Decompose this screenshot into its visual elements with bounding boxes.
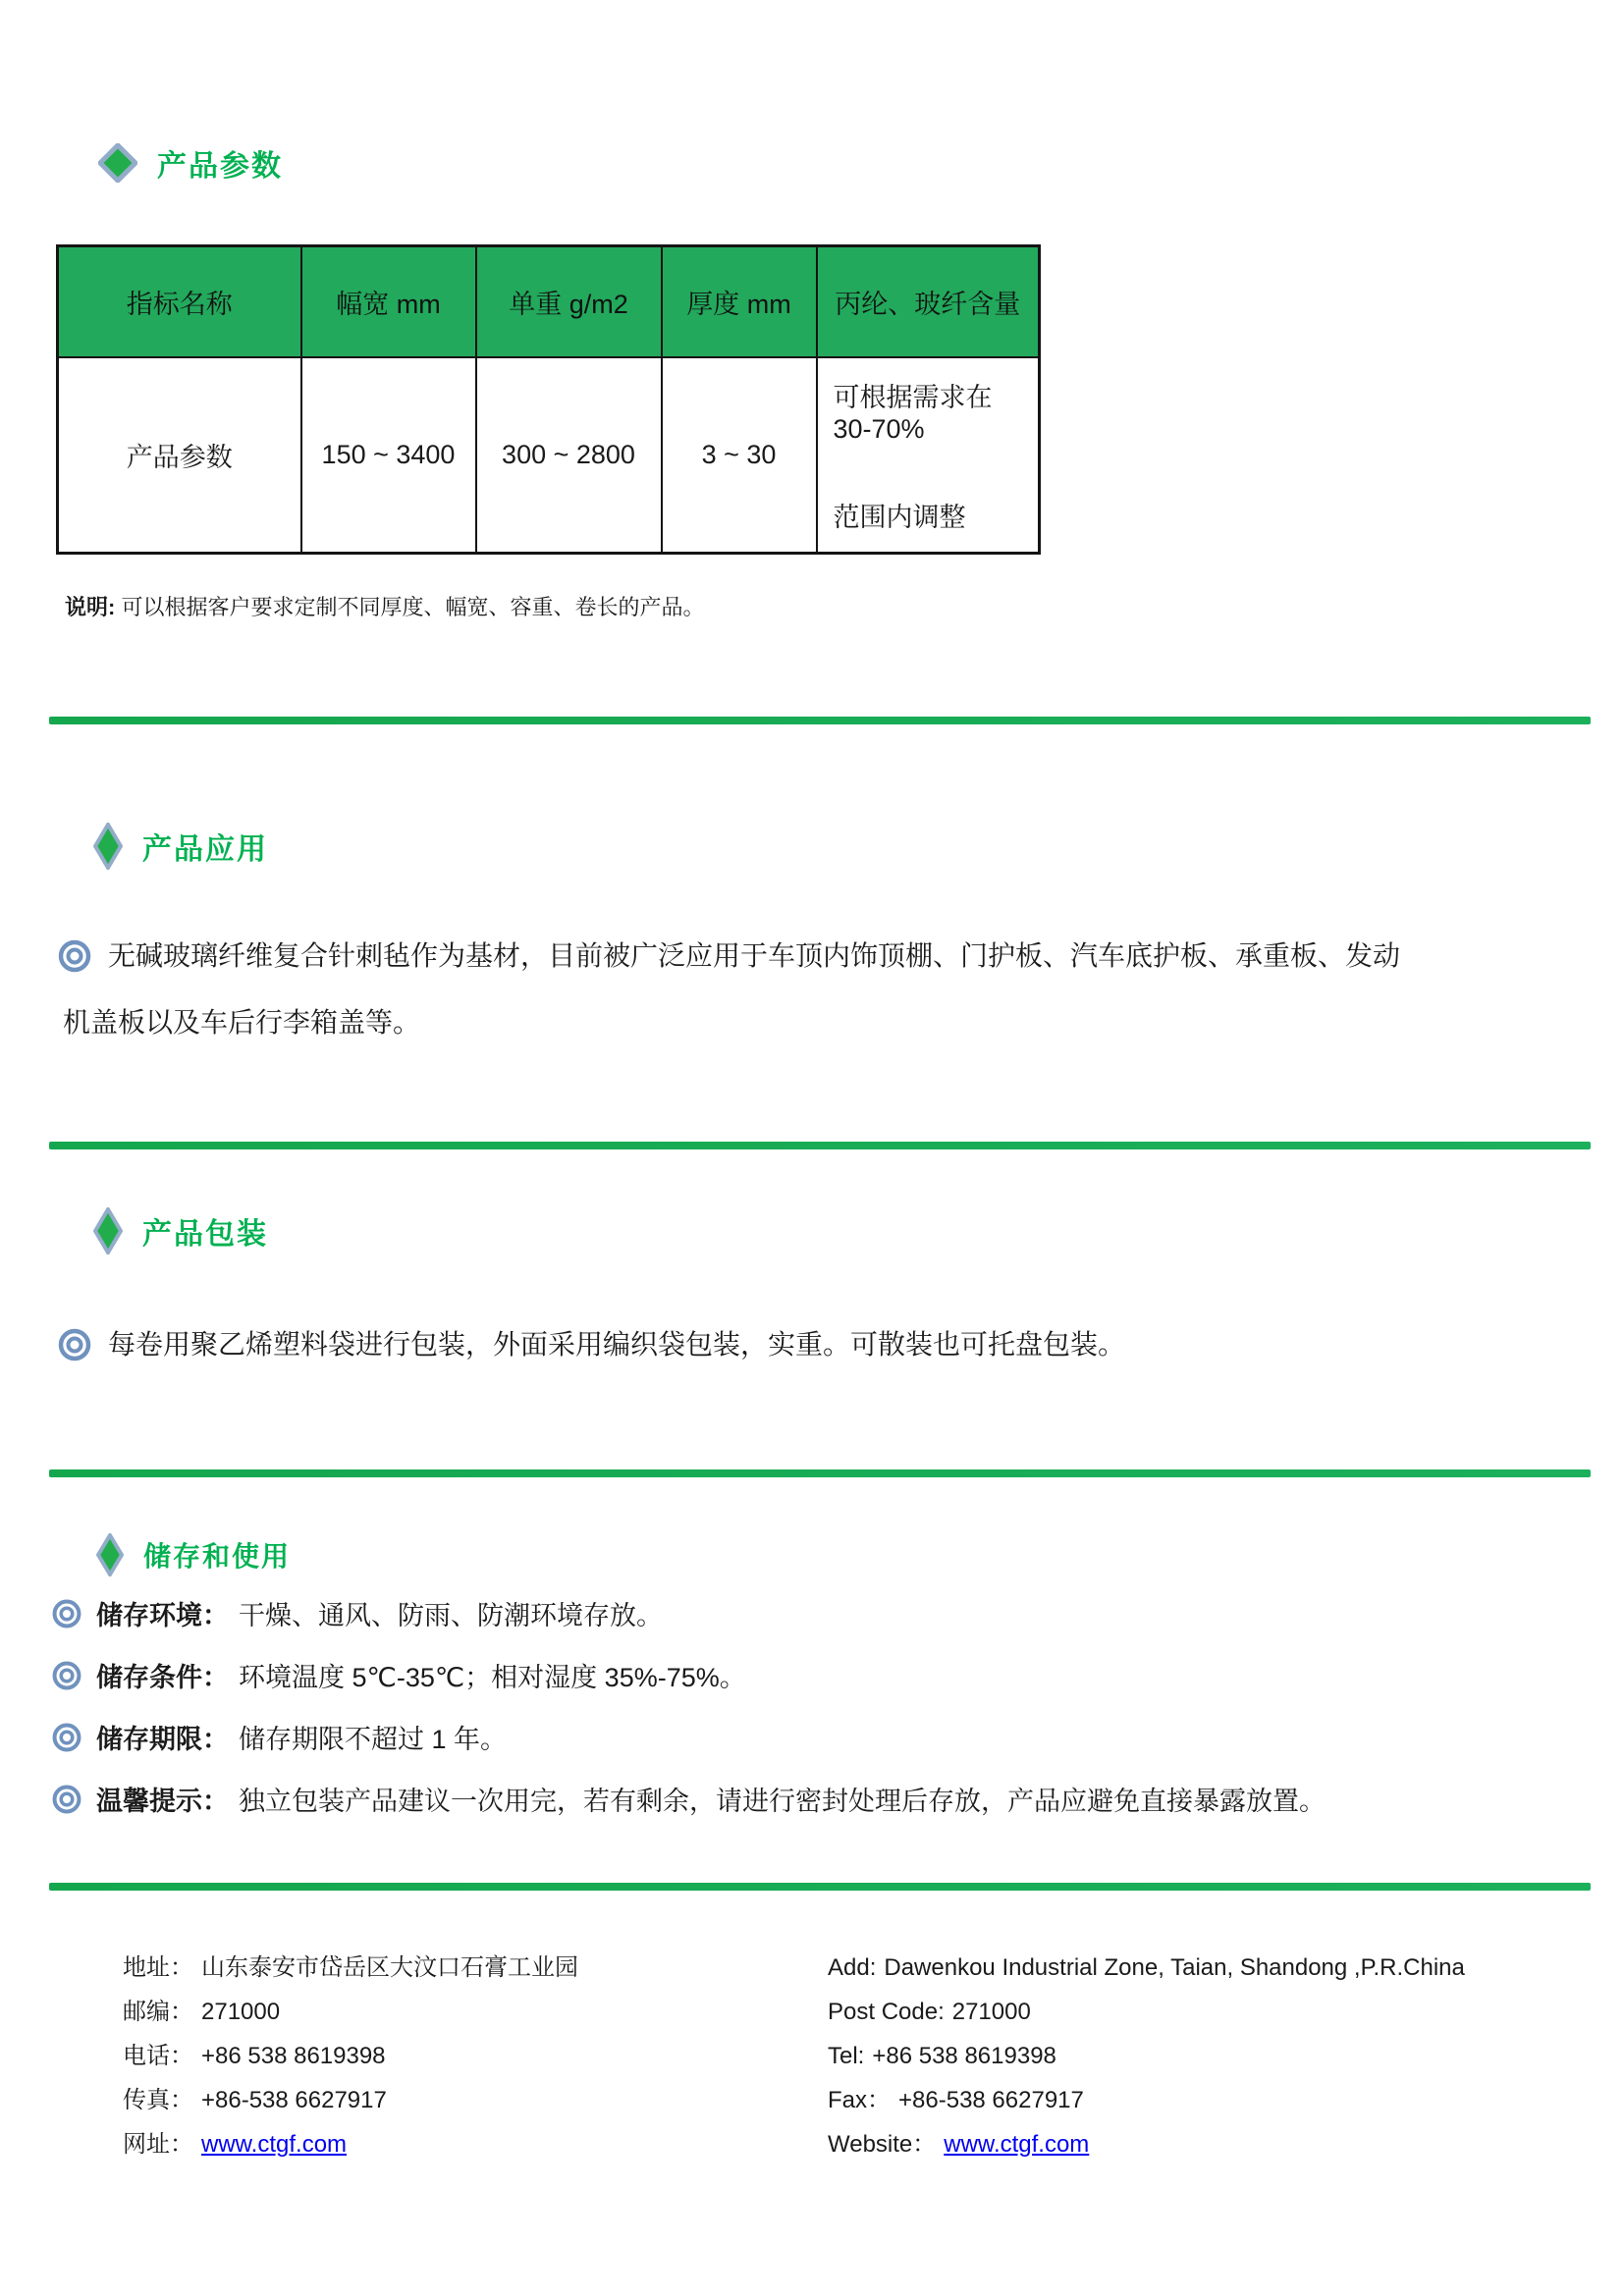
diamond-icon [93, 823, 123, 870]
storage-item-label: 储存期限： [96, 1725, 229, 1754]
footer-label: 网址： [123, 2131, 193, 2158]
diamond-icon [93, 1207, 123, 1255]
footer-row-postcode-en [828, 1990, 1465, 2034]
bullseye-icon [57, 1327, 92, 1362]
table-row [58, 357, 1040, 554]
footer-row-fax [123, 2078, 578, 2122]
packaging-paragraph [57, 1311, 1598, 1378]
storage-item-label: 温馨提示： [96, 1787, 229, 1816]
table-header-cell: 厚度 mm [662, 246, 817, 358]
section-divider [49, 1469, 1591, 1477]
section-divider [49, 1883, 1591, 1891]
section-divider [49, 1142, 1591, 1149]
section-header-params [98, 141, 283, 185]
footer-row-fax-en [828, 2078, 1465, 2122]
table-header-row [58, 246, 1040, 358]
storage-item-text: 储存期限不超过 1 年。 [239, 1725, 508, 1754]
table-cell-weight: 300 ~ 2800 [476, 357, 662, 554]
note-text: 可以根据客户要求定制不同厚度、幅宽、容重、卷长的产品。 [121, 595, 705, 619]
website-link-cn[interactable]: www.ctgf.com [201, 2131, 348, 2158]
table-header-cell: 丙纶、玻纤含量 [817, 246, 1040, 358]
packaging-text: 每卷用聚乙烯塑料袋进行包装，外面采用编织袋包装，实重。可散装也可托盘包装。 [108, 1329, 1126, 1360]
section-title: 产品应用 [142, 833, 268, 866]
list-item [51, 1582, 1326, 1644]
footer-row-address-en [828, 1946, 1465, 1990]
storage-item-text: 环境温度 5℃-35℃；相对湿度 35%-75%。 [239, 1663, 746, 1692]
table-cell-content-line1: 可根据需求在 30-70% [833, 383, 993, 444]
footer-value: 271000 [201, 1999, 281, 2025]
table-header-cell: 单重 g/m2 [476, 246, 662, 358]
bullseye-icon [51, 1722, 82, 1753]
table-cell-content [817, 357, 1040, 554]
table-cell-thickness: 3 ~ 30 [662, 357, 817, 554]
footer-row-website [123, 2122, 578, 2166]
footer-label: 电话： [123, 2043, 193, 2069]
section-title: 储存和使用 [143, 1541, 292, 1572]
table-header-cell: 指标名称 [58, 246, 301, 358]
section-header-packaging [93, 1207, 268, 1255]
list-item [51, 1706, 1326, 1768]
footer-value: Dawenkou Industrial Zone, Taian, Shandong ,P.R.China [884, 1954, 1465, 1981]
footer-row-postcode [123, 1990, 578, 2034]
website-link-en[interactable]: www.ctgf.com [944, 2131, 1090, 2158]
footer-label: 邮编： [123, 1999, 193, 2025]
note [65, 591, 704, 621]
footer-value: +86 538 8619398 [201, 2043, 386, 2069]
footer-row-website-en [828, 2122, 1465, 2166]
footer-value: +86-538 6627917 [898, 2087, 1084, 2113]
footer-label: Website： [828, 2131, 937, 2158]
section-divider [49, 717, 1591, 724]
footer-value: 山东泰安市岱岳区大汶口石膏工业园 [201, 1954, 578, 1981]
application-paragraph [57, 923, 1598, 1056]
diamond-icon [98, 143, 137, 183]
bullseye-icon [51, 1598, 82, 1629]
product-params-table [56, 244, 1041, 555]
application-text-line2: 机盖板以及车后行李箱盖等。 [63, 1007, 421, 1038]
section-title: 产品包装 [142, 1218, 268, 1251]
section-title: 产品参数 [157, 150, 283, 183]
footer-value: 271000 [951, 1999, 1031, 2025]
footer-row-tel-en [828, 2034, 1465, 2078]
footer-right-column [828, 1946, 1465, 2166]
footer-label: 传真： [123, 2087, 193, 2113]
bullseye-icon [51, 1660, 82, 1691]
section-header-storage [96, 1533, 291, 1576]
storage-item-label: 储存环境： [96, 1601, 229, 1630]
table-cell-name: 产品参数 [58, 357, 301, 554]
bullseye-icon [51, 1784, 82, 1815]
footer-label: Add: [828, 1954, 877, 1981]
table-header-cell: 幅宽 mm [301, 246, 476, 358]
footer-label: Post Code: [828, 1999, 945, 2025]
footer-label: 地址： [123, 1954, 193, 1981]
list-item [51, 1768, 1326, 1830]
storage-list [51, 1582, 1326, 1830]
bullseye-icon [57, 938, 92, 974]
footer-row-tel [123, 2034, 578, 2078]
table-cell-width: 150 ~ 3400 [301, 357, 476, 554]
footer-value: +86 538 8619398 [872, 2043, 1056, 2069]
footer-left-column [123, 1946, 578, 2166]
application-text-line1: 无碱玻璃纤维复合针刺毡作为基材，目前被广泛应用于车顶内饰顶棚、门护板、汽车底护板、承重板、发动 [108, 940, 1401, 971]
storage-item-text: 干燥、通风、防雨、防潮环境存放。 [239, 1601, 663, 1630]
list-item [51, 1644, 1326, 1706]
footer-value: +86-538 6627917 [201, 2087, 387, 2113]
section-header-application [93, 823, 268, 870]
diamond-icon [96, 1533, 124, 1576]
storage-item-text: 独立包装产品建议一次用完，若有剩余，请进行密封处理后存放，产品应避免直接暴露放置。 [239, 1787, 1326, 1816]
table-cell-content-line2: 范围内调整 [833, 503, 966, 532]
note-label: 说明: [65, 595, 116, 619]
footer-label: Tel: [828, 2043, 865, 2069]
footer-label: Fax： [828, 2087, 892, 2113]
footer-row-address [123, 1946, 578, 1990]
storage-item-label: 储存条件： [96, 1663, 229, 1692]
